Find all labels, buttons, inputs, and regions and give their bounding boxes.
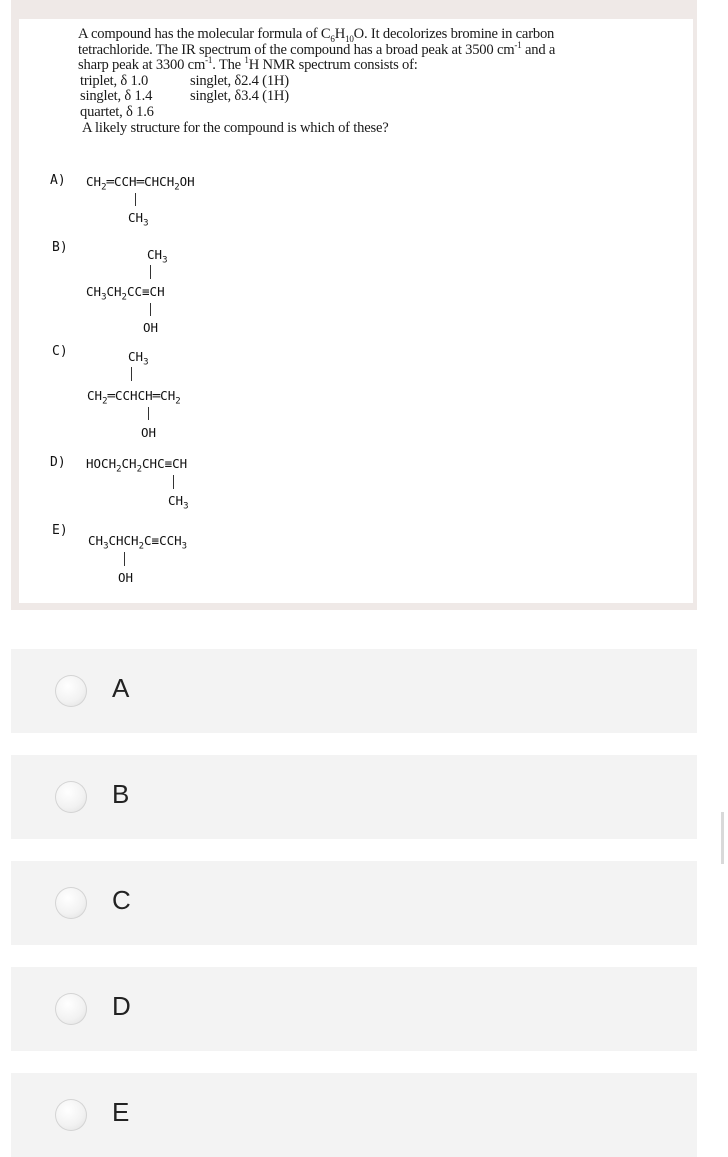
answer-option-a[interactable]	[11, 649, 697, 733]
radio-button[interactable]	[55, 993, 87, 1025]
bond-line	[150, 303, 151, 316]
structure-e-bottom: OH	[118, 570, 134, 585]
structure-d-bottom: $CH_3$	[168, 493, 189, 512]
structure-e-main: $CH_3CHCH_2C\equiv CCH_3$	[88, 533, 188, 552]
option-label: C	[112, 885, 131, 915]
bond-line	[131, 367, 132, 381]
structure-label-a: A)	[50, 173, 66, 188]
structure-a-sub: $CH_3$	[128, 210, 149, 229]
option-label: D	[112, 991, 131, 1021]
structure-label-b: B)	[52, 240, 68, 255]
structure-b-main: $CH_3CH_2CC\equiv CH$	[86, 284, 165, 303]
scrollbar[interactable]	[721, 812, 724, 864]
structure-c-top: $CH_3$	[128, 349, 149, 368]
radio-button[interactable]	[55, 675, 87, 707]
answer-option-d[interactable]	[11, 967, 697, 1051]
stem-line-1: A compound has the molecular formula of $C_6H_{10}O$. It decolorizes bromine in carbon	[78, 26, 555, 44]
answer-option-e[interactable]	[11, 1073, 697, 1157]
option-label: E	[112, 1097, 130, 1127]
radio-button[interactable]	[55, 887, 87, 919]
bond-line	[150, 265, 151, 279]
structure-d-main: $HOCH_2CH_2CHC\equiv CH$	[86, 456, 188, 475]
structure-b-bottom: OH	[143, 320, 159, 335]
bond-line	[148, 407, 149, 420]
radio-button[interactable]	[55, 781, 87, 813]
stem-line-3: sharp peak at 3300 $cm^{-1}$. The $^1$H NMR spectrum consists of:	[78, 55, 418, 74]
structure-b-top: $CH_3$	[147, 247, 168, 266]
structure-label-c: C)	[52, 344, 68, 359]
option-label: B	[112, 779, 130, 809]
structure-c-main: $CH_2═CCHCH═CH_2$	[87, 388, 181, 407]
stem-line-2: tetrachloride. The IR spectrum of the compound has a broad peak at 3500 $cm^{-1}$ and a	[78, 39, 556, 58]
structure-c-bottom: OH	[141, 425, 157, 440]
structure-label-e: E)	[52, 523, 68, 538]
question-stem	[78, 27, 678, 136]
structure-label-d: D)	[50, 455, 66, 470]
answer-option-b[interactable]	[11, 755, 697, 839]
radio-button[interactable]	[55, 1099, 87, 1131]
nmr-row: quartet, δ 1.6	[80, 103, 154, 120]
question-prompt: A likely structure for the compound is which of these?	[82, 119, 389, 136]
option-label: A	[112, 673, 130, 703]
nmr-row: triplet, δ 1.0 singlet, δ2.4 (1H)	[80, 72, 289, 89]
answer-option-c[interactable]	[11, 861, 697, 945]
bond-line	[173, 475, 174, 489]
structure-a-main: $CH_2═CCH═CHCH_2OH$	[86, 174, 195, 193]
bond-line	[135, 193, 136, 206]
nmr-row: singlet, δ 1.4 singlet, δ3.4 (1H)	[80, 88, 289, 105]
bond-line	[124, 552, 125, 566]
